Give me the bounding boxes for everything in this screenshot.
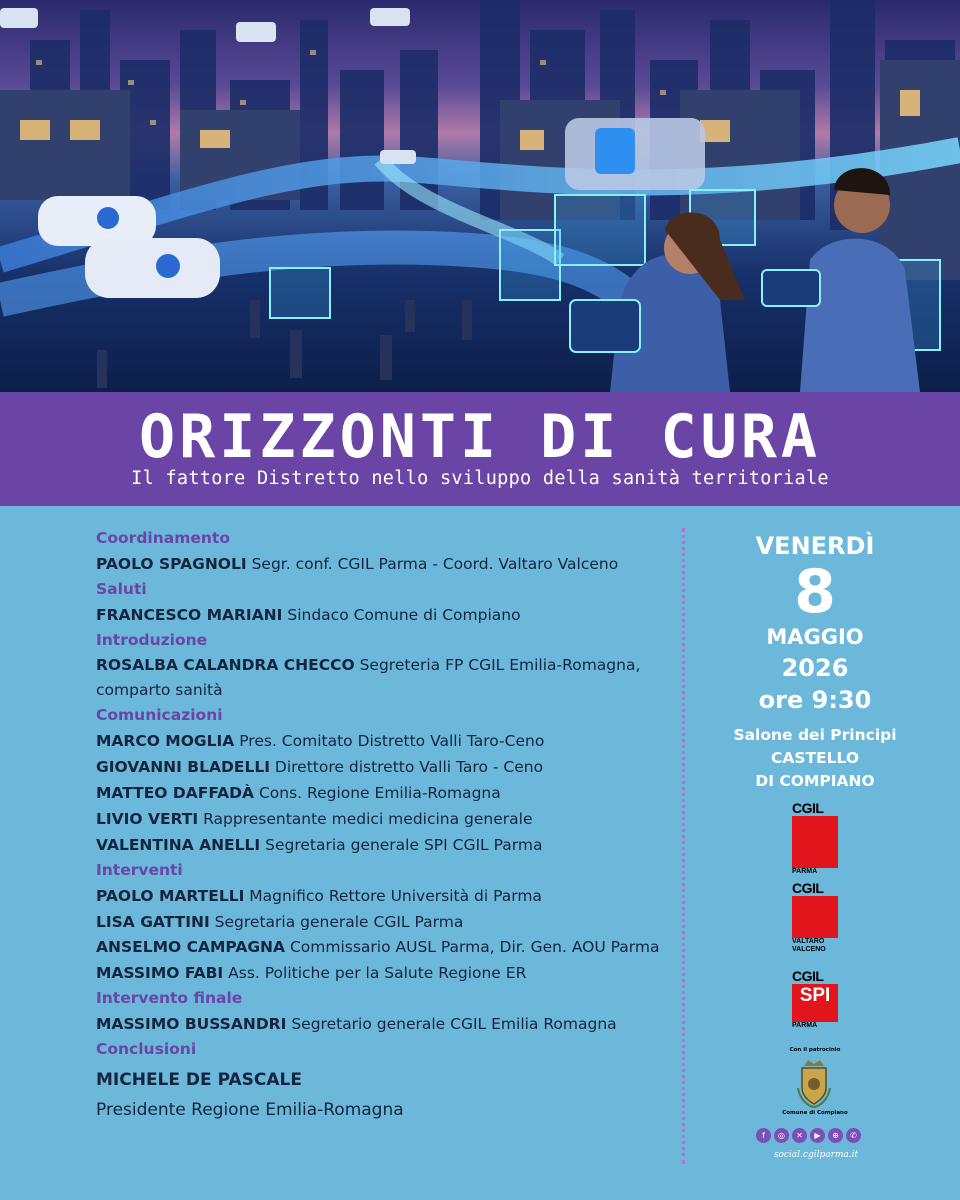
speaker-row [96,602,676,628]
speaker-name: PAOLO MARTELLI [96,887,245,905]
section-heading: Conclusioni [96,1040,197,1058]
speaker-name: GIOVANNI BLADELLI [96,758,270,776]
event-date [700,530,930,716]
conclusion-speaker-role: Presidente Regione Emilia-Romagna [96,1100,404,1120]
section-heading: Comunicazioni [96,706,223,724]
speaker-row [96,806,676,832]
speaker-row [96,832,676,858]
speaker-row [96,960,676,986]
speaker-name: MATTEO DAFFADÀ [96,784,254,802]
speaker-row [96,935,676,960]
cgil-valtaro-logo [792,880,838,954]
date-time: ore 9:30 [758,686,872,714]
logo-subtext: VALTARO [792,938,825,945]
section-heading: Interventi [96,861,183,879]
logo-red-block [792,1008,838,1022]
speaker-role: Segretaria generale CGIL Parma [214,913,464,931]
speaker-role: Magnifico Rettore Università di Parma [249,887,542,905]
speaker-row [96,1011,676,1037]
x-icon[interactable]: ✕ [792,1128,807,1143]
date-month: MAGGIO [766,625,864,649]
speaker-name: MASSIMO FABI [96,964,224,982]
speaker-name: ANSELMO CAMPAGNA [96,938,286,956]
dotted-divider [682,528,685,1164]
speaker-name: LISA GATTINI [96,913,210,931]
speaker-row [96,653,676,703]
speaker-role: Commissario AUSL Parma, Dir. Gen. AOU Parma [289,938,660,956]
logo-red-block [792,896,838,938]
facebook-icon[interactable]: f [756,1128,771,1143]
date-day: 8 [794,557,836,627]
venue-line: DI COMPIANO [755,772,875,790]
comune-crest-icon [796,1058,832,1108]
futuristic-city-image [0,0,960,392]
speaker-role: Direttore distretto Valli Taro - Ceno [274,758,544,776]
speaker-name: MARCO MOGLIA [96,732,235,750]
speaker-role: Segretario generale CGIL Emilia Romagna [291,1015,617,1033]
whatsapp-icon[interactable]: ✆ [846,1128,861,1143]
speaker-role: Ass. Politiche per la Salute Regione ER [228,964,527,982]
speaker-role: Rappresentante medici medicina generale [203,810,533,828]
speaker-role: Sindaco Comune di Compiano [287,606,521,624]
speaker-row [96,754,676,780]
spi-block: SPI [792,984,838,1008]
logo-text: CGIL [792,880,824,896]
speaker-row [96,909,676,935]
venue-line: CASTELLO [770,749,860,767]
speaker-name: VALENTINA ANELLI [96,836,261,854]
hero-illustration [0,0,960,392]
patronage-label: Con il patrocinio [789,1047,841,1053]
speaker-role: Segretaria generale SPI CGIL Parma [265,836,543,854]
logo-subtext: PARMA [792,1022,818,1029]
logo-subtext: VALCENO [792,946,826,953]
speaker-row [96,551,676,577]
speaker-name: FRANCESCO MARIANI [96,606,283,624]
speaker-name: ROSALBA CALANDRA CHECCO [96,656,355,674]
website-icon[interactable]: ⊕ [828,1128,843,1143]
event-venue [700,724,930,793]
date-weekday: VENERDÌ [755,532,875,560]
section-heading: Saluti [96,580,147,598]
program-list [96,526,676,1125]
website-link[interactable]: social.cgilparma.it [773,1150,859,1160]
event-subtitle: Il fattore Distretto nello sviluppo della sanità territoriale [131,468,829,489]
speaker-role: Segreteria FP CGIL Emilia-Romagna, comparto sanità [96,656,641,699]
event-title: ORIZZONTI DI CURA [138,402,822,472]
speaker-role: Cons. Regione Emilia-Romagna [258,784,501,802]
spi-cgil-logo [792,968,838,1030]
section-heading: Intervento finale [96,989,243,1007]
logo-text: CGIL [792,800,824,816]
date-year: 2026 [781,654,849,682]
speaker-role: Segr. conf. CGIL Parma - Coord. Valtaro Valceno [251,555,619,573]
logo-text: CGIL [792,968,824,984]
social-icons [756,1128,861,1143]
cgil-parma-logo [792,800,838,876]
logo-subtext: PARMA [792,868,818,875]
speaker-name: LIVIO VERTI [96,810,199,828]
speaker-name: PAOLO SPAGNOLI [96,555,247,573]
speaker-name: MASSIMO BUSSANDRI [96,1015,287,1033]
logo-red-block [792,816,838,868]
speaker-row [96,780,676,806]
venue-line: Salone dei Principi [733,726,897,744]
speaker-row [96,883,676,909]
section-heading: Coordinamento [96,529,230,547]
conclusion-speaker-name: MICHELE DE PASCALE [96,1070,302,1090]
comune-label: Comune di Compiano [782,1110,848,1116]
instagram-icon[interactable]: ◎ [774,1128,789,1143]
speaker-role: Pres. Comitato Distretto Valli Taro-Ceno [239,732,545,750]
section-heading: Introduzione [96,631,208,649]
speaker-row [96,728,676,754]
youtube-icon[interactable]: ▶ [810,1128,825,1143]
